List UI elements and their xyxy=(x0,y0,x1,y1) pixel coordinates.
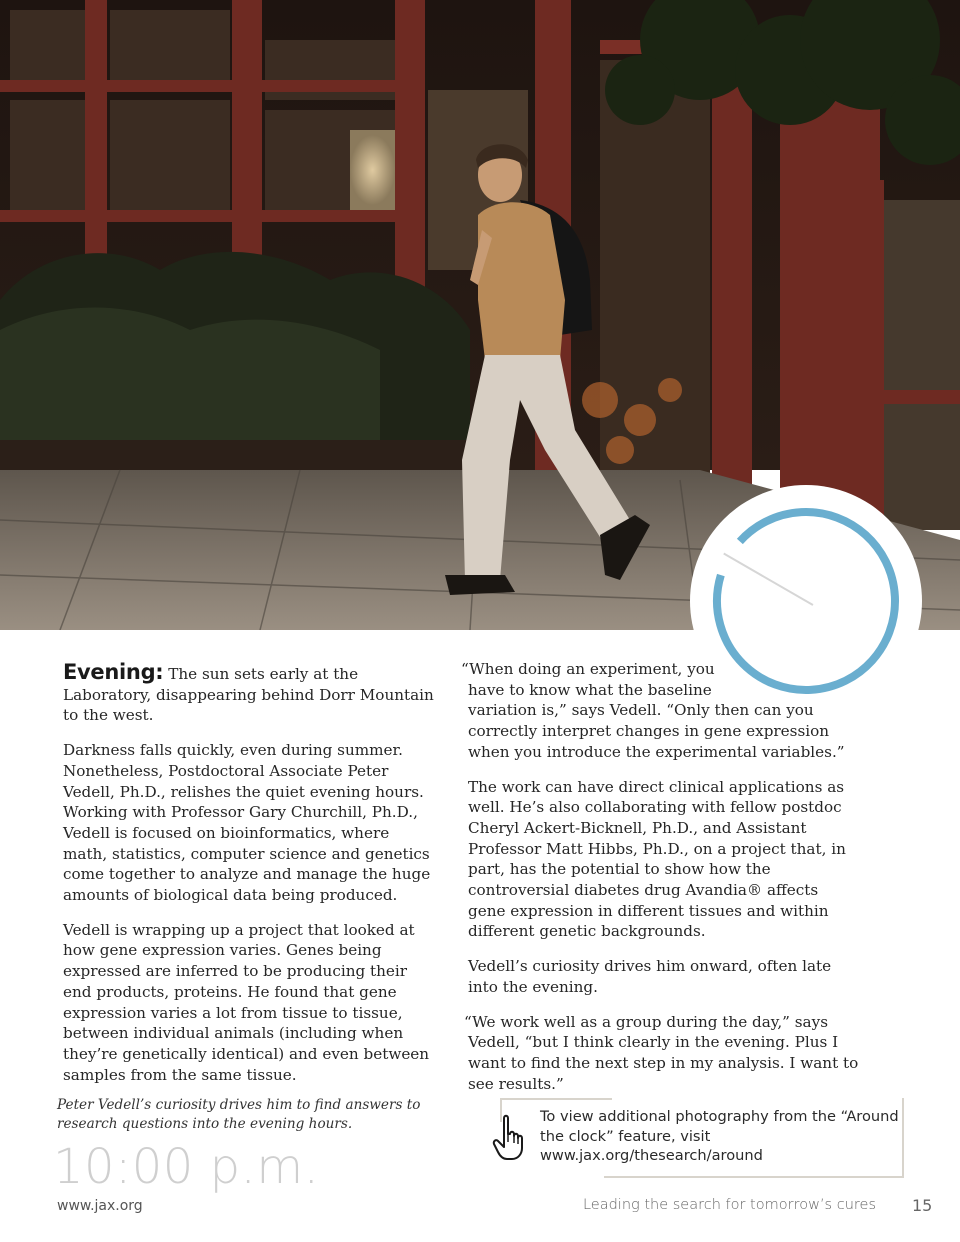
paragraph: Darkness falls quickly, even during summer. Nonetheless, Postdoctoral Associate Peter Vedell, Ph.D., relishes the quiet evening hours. Working with Professor Gary Churchill, Ph.D., Vedell is focused on bioinformatics, where math, statistics, computer science and genetics come together to analyze and manage the huge amounts of biological data being produced. xyxy=(63,741,431,905)
callout-box xyxy=(500,1098,904,1178)
paragraph: Vedell’s curiosity drives him onward, often late into the evening. xyxy=(468,957,832,996)
article-right-column xyxy=(461,659,860,1108)
callout-border-bottom xyxy=(604,1176,904,1178)
quote-paragraph: “We work well as a group during the day,” says Vedell, “but I think clearly in the evening. Plus I want to find the next step in my analysis. I want to see results.” xyxy=(464,1012,859,1093)
callout-text: To view additional photography from the “Around the clock” feature, visit www.jax.org/thesearch/around xyxy=(540,1108,899,1164)
paragraph-line: have to know what the baseline xyxy=(468,680,712,699)
photo-caption: Peter Vedell’s curiosity drives him to find answers to research questions into the evening hours. xyxy=(57,1097,421,1132)
article-left-column xyxy=(63,662,435,1099)
section-lead-word: Evening: xyxy=(63,660,164,684)
paragraph-line: “When doing an experiment, you xyxy=(461,660,715,678)
paragraph: Vedell is wrapping up a project that looked at how gene expression varies. Genes being expressed are inferred to be producing their end products, proteins. He found that gene expression varies a lot from tissue to tissue, between individual animals (including when they’re genetically identical) and even between samples from the same tissue. xyxy=(63,920,430,1084)
paragraph-text: variation is,” says Vedell. “Only then can you correctly interpret changes in gene expression when you introduce the experimental variables.” xyxy=(468,701,845,761)
quote-paragraph xyxy=(461,659,860,763)
pointing-hand-icon xyxy=(492,1114,526,1162)
paragraph xyxy=(63,662,435,726)
paragraph-text: The sun sets early at the Laboratory, disappearing behind Dorr Mountain to the west. xyxy=(63,665,434,725)
paragraph: The work can have direct clinical applications as well. He’s also collaborating with fellow postdoc Cheryl Ackert-Bicknell, Ph.D., and Assistant Professor Matt Hibbs, Ph.D., on a project that, in part, has the potential to show how the controversial diabetes drug Avandia® affects gene expression in different tissues and within different genetic backgrounds. xyxy=(468,777,846,941)
time-label: 10:00 p.m. xyxy=(53,1139,320,1195)
page-number: 15 xyxy=(912,1196,933,1215)
footer-website: www.jax.org xyxy=(57,1198,143,1214)
callout-border-top xyxy=(500,1098,612,1100)
footer-tagline: Leading the search for tomorrow’s cures xyxy=(582,1197,876,1213)
